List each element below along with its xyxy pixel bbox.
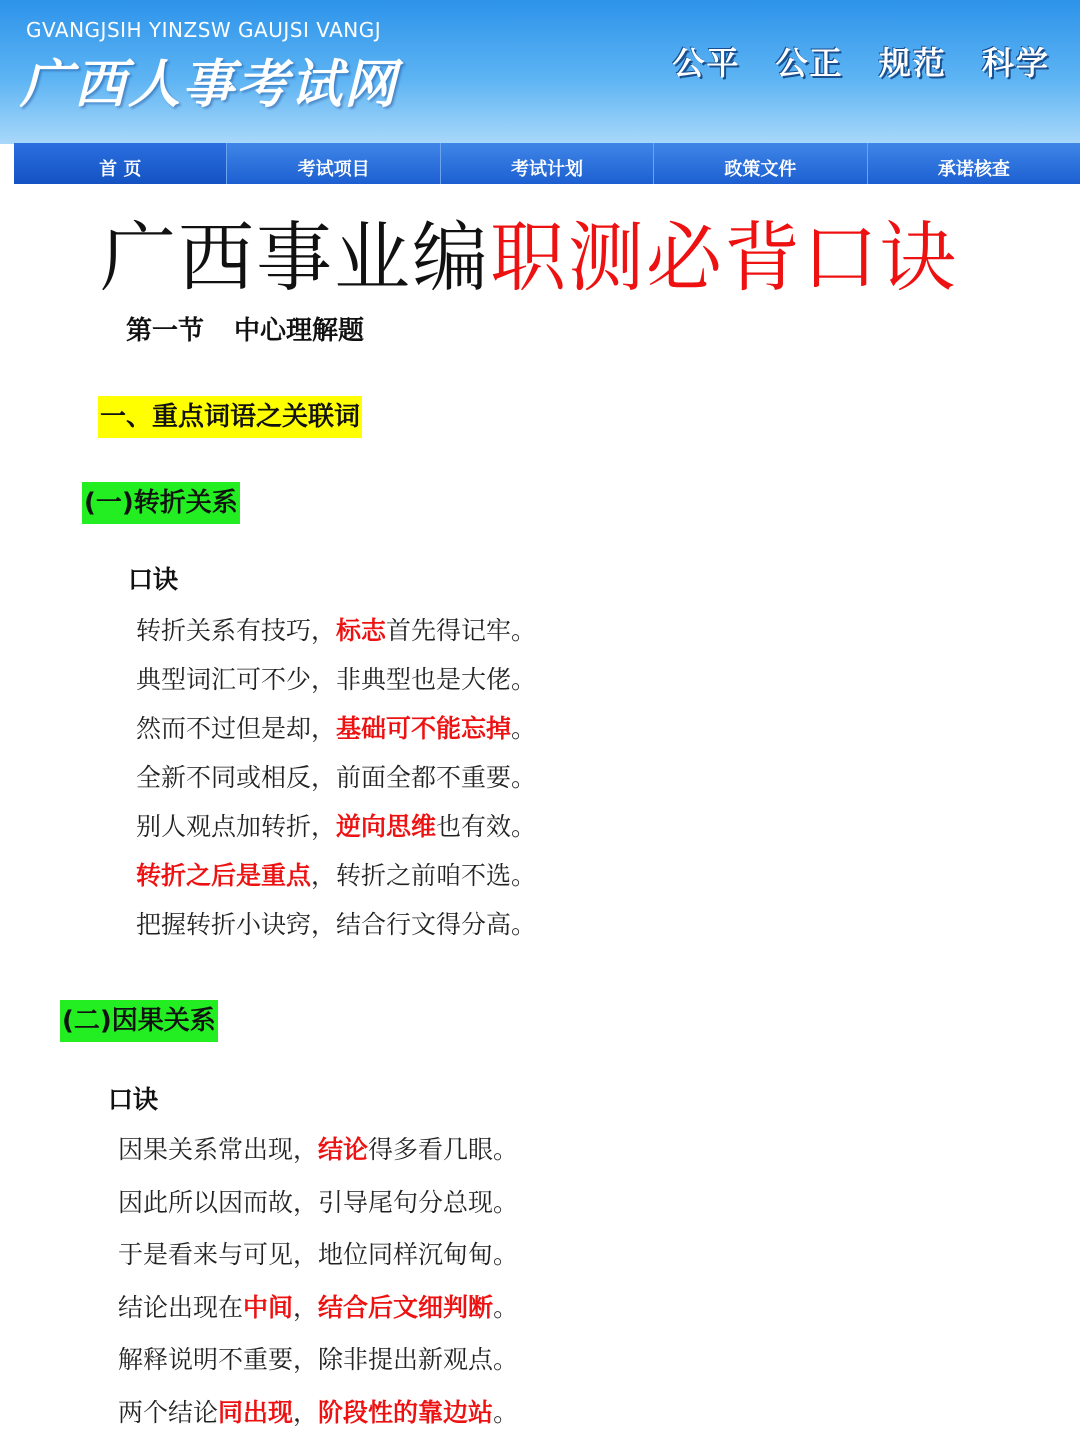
page-title — [100, 208, 958, 308]
line-text: 两个结论 — [118, 1397, 219, 1427]
page-title-red: 职测必背口诀 — [490, 213, 958, 302]
line-text: ， — [293, 1397, 319, 1427]
mnemonic-line — [118, 1177, 518, 1230]
emphasis-text: 结合后文细判断 — [318, 1292, 494, 1322]
mnemonic-line — [136, 900, 536, 949]
line-text: 也有效。 — [436, 812, 537, 841]
mnemonic-line — [118, 1387, 518, 1440]
line-text: 因果关系常出现， — [118, 1135, 319, 1164]
mnemonic-line — [118, 1229, 518, 1282]
site-name-en: GVANGJSIH YINZSW GAUJSI VANGJ — [26, 18, 382, 42]
line-text: 转折关系有技巧， — [136, 616, 337, 645]
nav-item-home[interactable]: 首 页 — [14, 143, 227, 184]
line-text: 首先得记牢。 — [386, 616, 537, 645]
line-text: 把握转折小诀窍，结合行文得分高。 — [136, 910, 537, 939]
section-number: 第一节 — [126, 316, 205, 346]
emphasis-text: 基础可不能忘掉 — [336, 714, 512, 743]
site-banner — [0, 0, 1080, 144]
line-text: ， — [293, 1292, 319, 1322]
line-text: 典型词汇可不少，非典型也是大佬。 — [136, 665, 537, 694]
line-text: ，转折之前咱不选。 — [311, 861, 537, 890]
line-text: 。 — [493, 1292, 519, 1322]
line-text: 因此所以因而故，引导尾句分总现。 — [118, 1187, 519, 1217]
line-text: 解释说明不重要，除非提出新观点。 — [118, 1345, 519, 1374]
line-text: 。 — [493, 1397, 519, 1427]
nav-item-commitment-check[interactable]: 承诺核查 — [937, 159, 1010, 180]
emphasis-text: 结论 — [318, 1135, 369, 1164]
mnemonic-lines-causal — [118, 1124, 518, 1439]
mnemonic-label: 口诀 — [128, 565, 179, 594]
mnemonic-line — [136, 606, 536, 655]
emphasis-text: 逆向思维 — [336, 812, 437, 841]
line-text: 然而不过但是却， — [136, 714, 337, 743]
emphasis-text: 阶段性的靠边站 — [318, 1397, 494, 1427]
slogan-word: 规范 — [878, 44, 947, 82]
line-text: 结论出现在 — [118, 1292, 244, 1322]
mnemonic-line — [136, 753, 536, 802]
line-text: 别人观点加转折， — [136, 812, 337, 841]
emphasis-text: 转折之后是重点 — [136, 861, 312, 890]
mnemonic-line — [136, 802, 536, 851]
emphasis-text: 同出现 — [218, 1397, 294, 1427]
slogan-word: 科学 — [981, 44, 1050, 82]
mnemonic-line — [118, 1334, 518, 1387]
site-logo-title[interactable]: 广西人事考试网 — [20, 54, 399, 115]
subsection-heading-contrast: (一)转折关系 — [82, 482, 240, 524]
mnemonic-line — [136, 851, 536, 900]
nav-item-policy-docs[interactable]: 政策文件 — [654, 143, 867, 184]
mnemonic-lines-contrast — [136, 606, 536, 949]
line-text: 得多看几眼。 — [368, 1135, 519, 1164]
nav-item-exam-plan[interactable]: 考试计划 — [441, 143, 654, 184]
line-text: 于是看来与可见，地位同样沉甸甸。 — [118, 1240, 519, 1269]
mnemonic-line — [118, 1282, 518, 1335]
main-nav — [14, 143, 1080, 184]
mnemonic-line — [136, 704, 536, 753]
mnemonic-line — [118, 1124, 518, 1177]
mnemonic-label: 口诀 — [108, 1085, 159, 1114]
page-title-black: 广西事业编 — [100, 213, 490, 302]
emphasis-text: 标志 — [336, 616, 387, 645]
section-heading — [126, 310, 364, 347]
part-heading-conjunctions: 一、重点词语之关联词 — [98, 396, 362, 438]
line-text: 。 — [511, 714, 537, 743]
slogan-word: 公正 — [775, 44, 844, 82]
line-text: 全新不同或相反，前面全都不重要。 — [136, 763, 537, 792]
emphasis-text: 中间 — [243, 1292, 294, 1322]
site-slogan — [651, 38, 1050, 84]
section-name: 中心理解题 — [234, 316, 365, 346]
nav-item-exam-projects[interactable]: 考试项目 — [227, 143, 440, 184]
subsection-heading-causal: (二)因果关系 — [60, 1000, 218, 1042]
mnemonic-line — [136, 655, 536, 704]
slogan-word: 公平 — [672, 44, 741, 82]
